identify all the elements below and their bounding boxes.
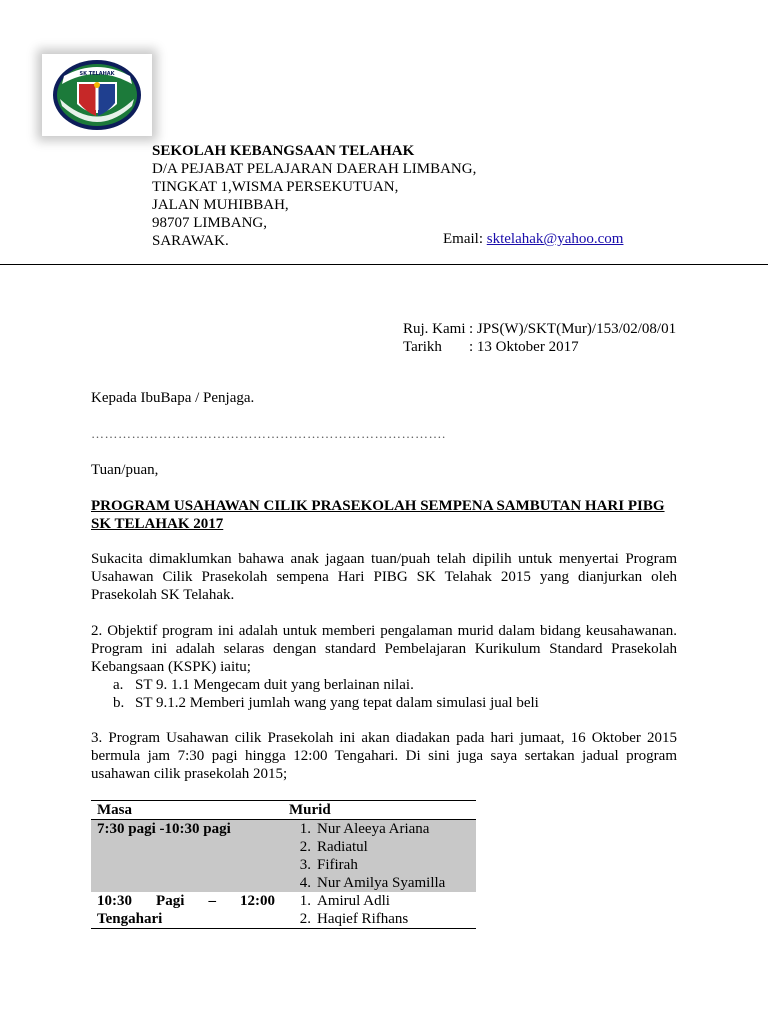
school-name: SEKOLAH KEBANGSAAN TELAHAK [152,143,415,159]
tarikh-value: : 13 Oktober 2017 [469,339,579,355]
student-name: Haqief Rifhans [317,911,409,927]
email-label: Email: [443,231,483,247]
list-item [113,676,539,694]
reference-block [403,320,676,356]
address-line: 98707 LIMBANG, [152,215,267,231]
masa-part: 12:00 [239,893,275,909]
salutation: Tuan/puan, [91,462,159,478]
address-line: D/A PEJABAT PELAJARAN DAERAH LIMBANG, [152,161,477,177]
address-line: TINGKAT 1,WISMA PERSEKUTUAN, [152,179,399,195]
table-row [91,820,476,893]
crest-text: SK TELAHAK [79,71,115,77]
tarikh-label: Tarikh [403,339,442,355]
masa-cell [91,892,283,929]
item-number: 1. [299,893,311,909]
objectives-list [113,676,539,712]
list-text: ST 9.1.2 Memberi jumlah wang yang tepat dalam simulasi jual beli [135,695,539,711]
list-text: ST 9. 1.1 Mengecam duit yang berlainan nilai. [135,677,414,693]
list-item [113,694,539,712]
school-crest-icon [42,54,152,136]
item-number: 2. [299,839,311,855]
student-name: Nur Amilya Syamilla [317,875,446,891]
subject-line: SK TELAHAK 2017 [91,516,224,532]
recipient: Kepada IbuBapa / Penjaga. [91,390,255,406]
subject-line: PROGRAM USAHAWAN CILIK PRASEKOLAH SEMPENA SAMBUTAN HARI PIBG [91,498,665,514]
murid-cell [283,820,476,893]
list-item [289,874,476,892]
student-name: Amirul Adli [317,893,390,909]
item-number: 3. [299,857,311,873]
address-line: JALAN MUHIBBAH, [152,197,289,213]
student-name: Fifirah [317,857,358,873]
ruj-label: Ruj. Kami [403,321,466,337]
paragraph-2: 2. Objektif program ini adalah untuk memberi pengalaman murid dalam bidang keusahawanan. Program ini adalah selaras dengan standard Pembelajaran Kurikulum Standard Prasekolah Kebangsaan (KSPK) iaitu; [91,623,677,675]
schedule-table [91,800,476,929]
item-number: 1. [299,821,311,837]
letter-subject [91,497,691,533]
list-marker: a. [113,677,124,693]
table-header-row [91,801,476,820]
header-masa: Masa [91,801,283,820]
list-item [289,820,476,838]
masa-part: Pagi [156,893,185,909]
list-marker: b. [113,695,125,711]
item-number: 4. [299,875,311,891]
school-address [152,142,712,250]
header-murid: Murid [283,801,476,820]
email-line [443,230,623,248]
header-divider [0,264,768,265]
masa-cell: 7:30 pagi -10:30 pagi [91,820,283,893]
table-row [91,892,476,929]
paragraph-3: 3. Program Usahawan cilik Prasekolah ini akan diadakan pada hari jumaat, 16 Oktober 2015 bermula jam 7:30 pagi hingga 12:00 Tengahari. Di sini juga saya sertakan jadual program usahawan cilik prasekolah 2015; [91,730,677,782]
ruj-value: : JPS(W)/SKT(Mur)/153/02/08/01 [469,321,677,337]
address-line: SARAWAK. [152,233,229,249]
masa-part: 10:30 [97,893,132,909]
item-number: 2. [299,911,311,927]
list-item [289,856,476,874]
list-item [289,910,476,928]
student-name: Nur Aleeya Ariana [317,821,430,837]
email-link[interactable]: sktelahak@yahoo.com [486,231,624,247]
blank-line: ……………………………………………………………………. [91,426,446,441]
murid-cell [283,892,476,929]
list-item [289,838,476,856]
masa-part: – [208,893,216,909]
school-logo [42,54,152,136]
masa-part: Tengahari [97,911,163,927]
paragraph-1: Sukacita dimaklumkan bahawa anak jagaan tuan/puah telah dipilih untuk menyertai Program Usahawan Cilik Prasekolah sempena Hari PIBG SK Telahak 2015 yang dianjurkan oleh Prasekolah SK Telahak. [91,551,677,603]
list-item [289,892,476,910]
student-name: Radiatul [317,839,368,855]
